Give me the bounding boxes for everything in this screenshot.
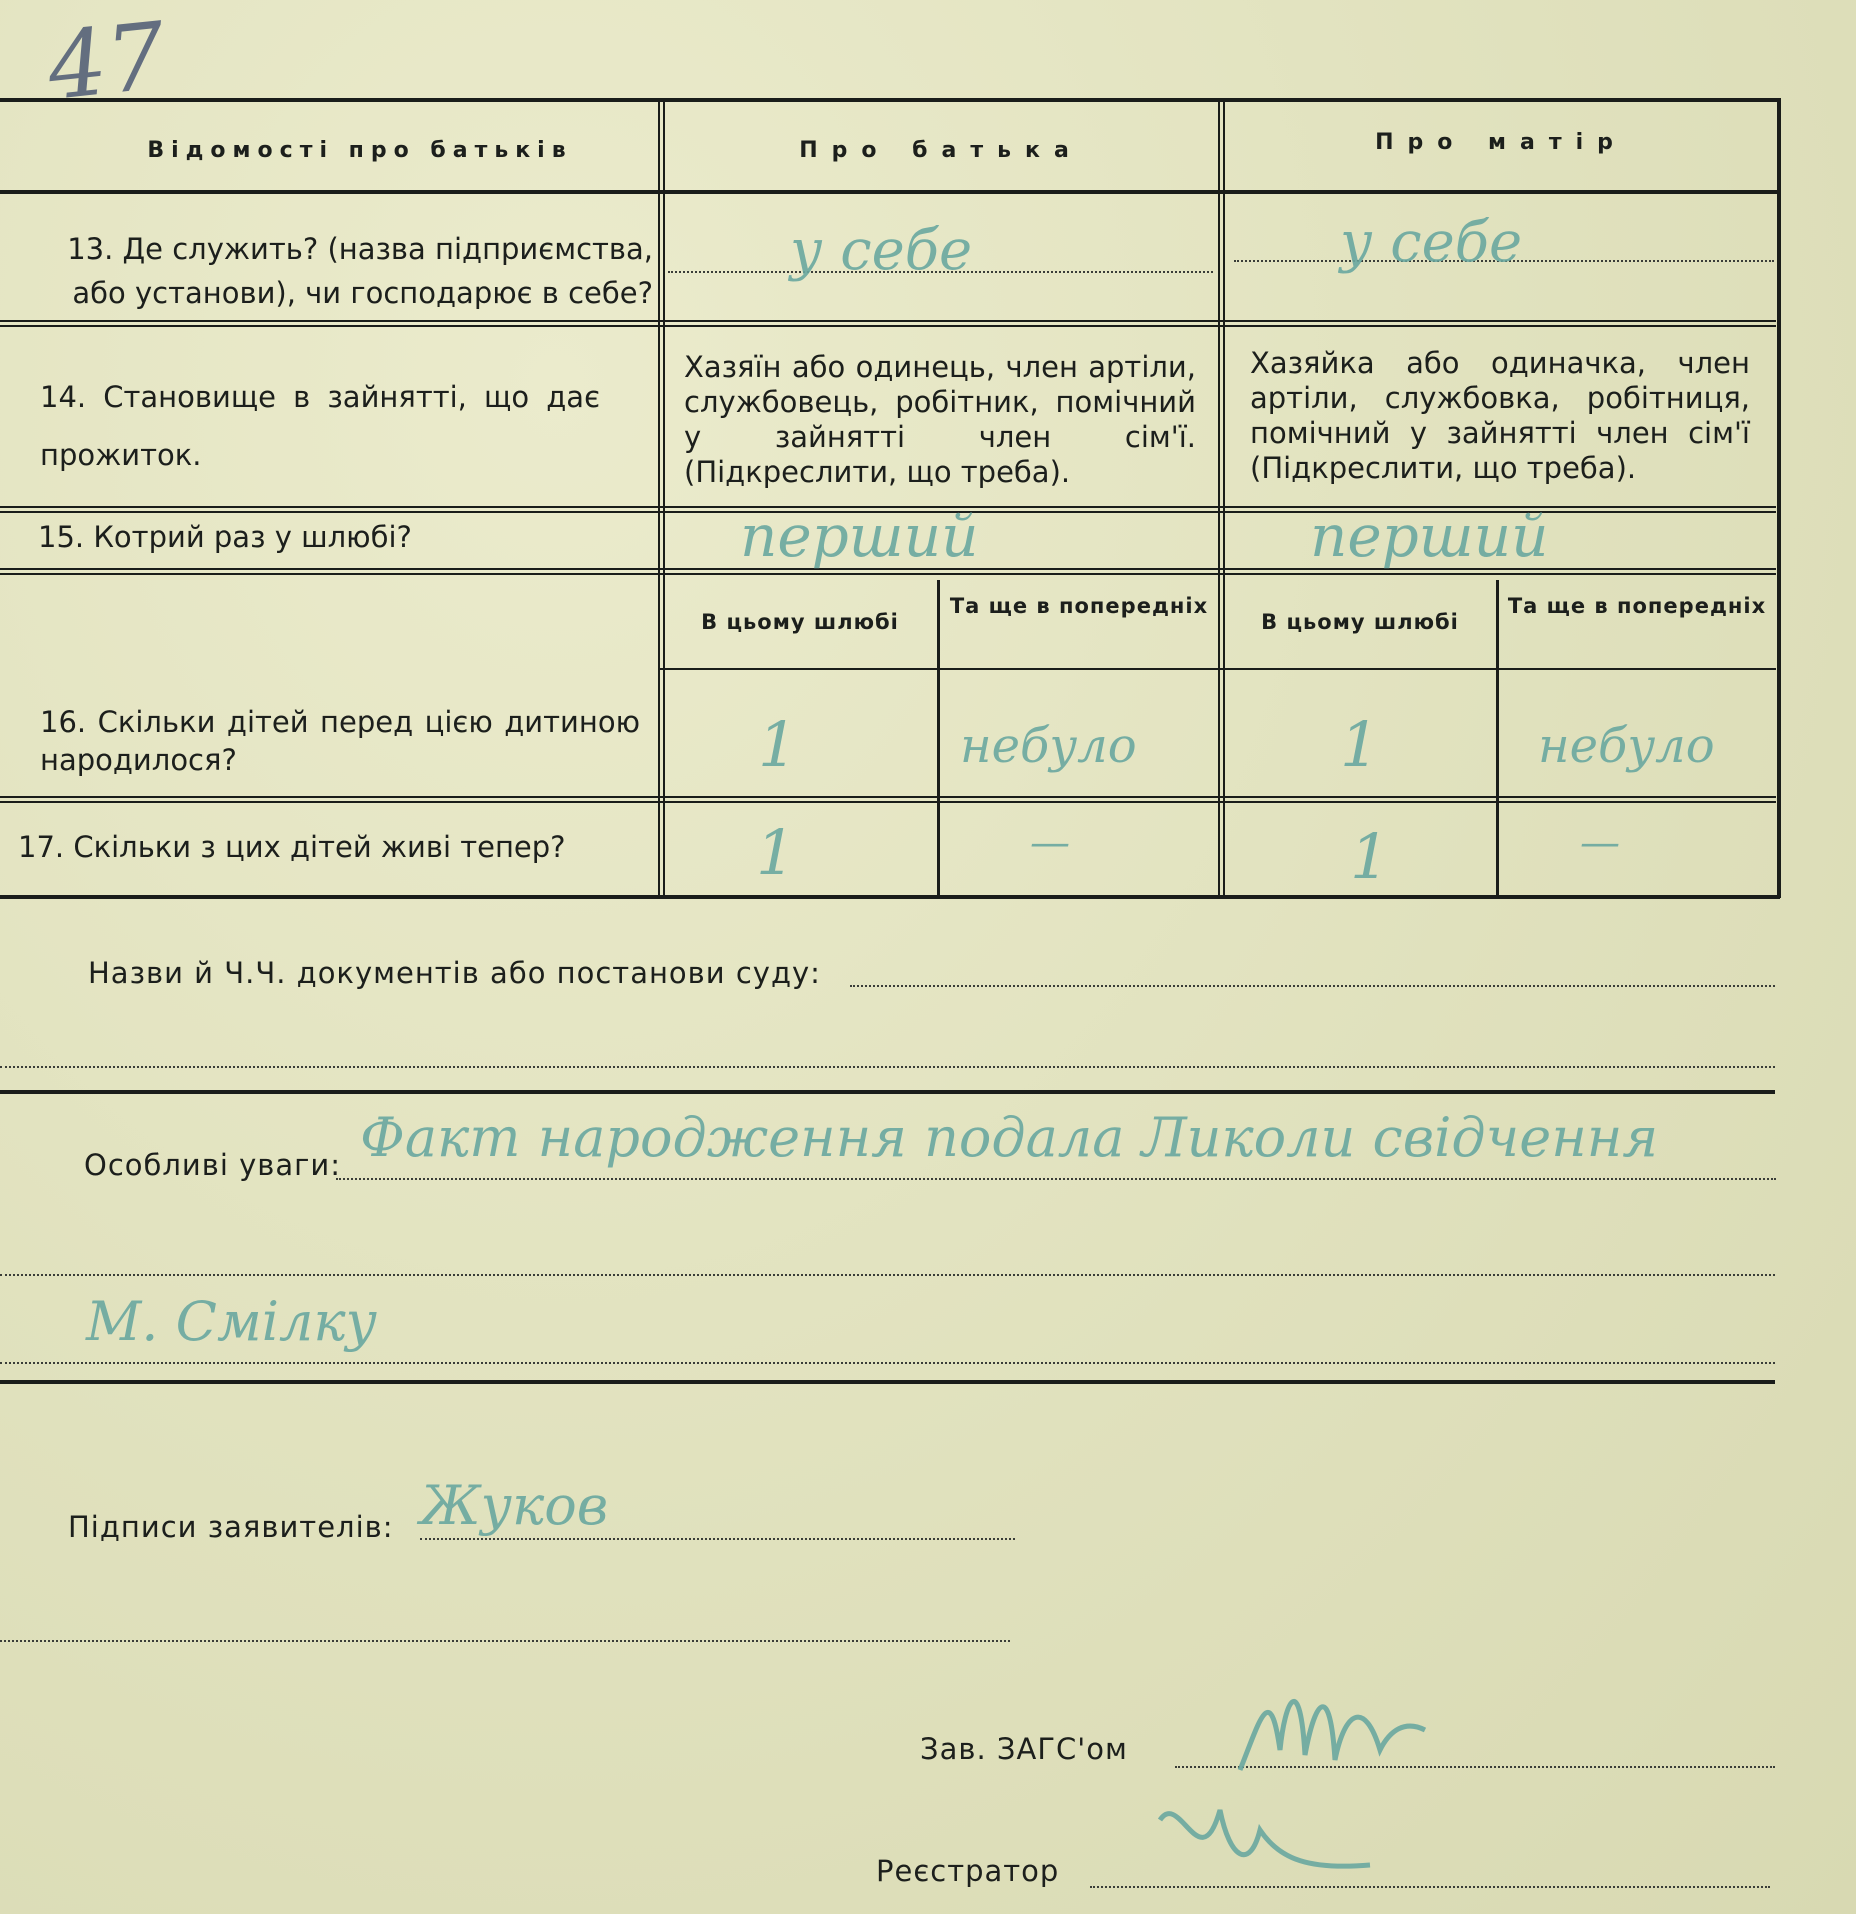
header-about-parents: Відомості про батьків (147, 138, 573, 163)
mother-marriage-count: перший (1310, 502, 1549, 570)
father-marriage-count: перший (740, 502, 979, 570)
subheader-mother-previous: Та ще в попередніх (1507, 594, 1767, 618)
question-14: 14. Становище в зайнятті, що дає прожиток. (40, 380, 600, 472)
father-children-alive: 1 (756, 816, 796, 889)
mother-workplace: у себе (1340, 210, 1523, 275)
registrar-signature (1140, 1780, 1380, 1900)
subheader-father-previous: Та ще в попередніх (949, 594, 1209, 618)
question-16: 16. Скільки дітей перед цією дитиною народилося? (40, 705, 640, 777)
subheader-father-this-marriage: В цьому шлюбі (701, 610, 899, 634)
subheader-mother-this-marriage: В цьому шлюбі (1261, 610, 1459, 634)
documents-label: Назви й Ч.Ч. документів або постанови суду: (88, 956, 821, 990)
applicant-signature: Жуков (420, 1474, 609, 1537)
zags-head-signature (1230, 1660, 1430, 1790)
applicants-signatures-label: Підписи заявителів: (68, 1510, 394, 1544)
mother-children-alive-previous: — (1580, 820, 1620, 866)
registrar-label: Реєстратор (876, 1854, 1060, 1888)
page-number: 47 (42, 2, 171, 121)
documents-field (850, 985, 1775, 987)
father-children-previous: небуло (960, 718, 1137, 774)
question-17: 17. Скільки з цих дітей живі тепер? (18, 830, 566, 864)
zags-head-label: Зав. ЗАГС'ом (920, 1732, 1128, 1766)
mother-occupation-options: Хазяйка або одиначка, член артіли, службовка, робітниця, помічний у зайнятті член сім'ї (Підкреслити, що треба). (1250, 346, 1750, 485)
parents-info-table (0, 98, 1780, 900)
father-children-this-marriage: 1 (758, 708, 798, 781)
father-workplace: у себе (790, 218, 973, 283)
special-notes-label: Особливі уваги: (84, 1148, 342, 1182)
special-notes-line1: Факт народження подала Ликоли свідчення (360, 1106, 1659, 1169)
mother-children-previous: небуло (1538, 718, 1715, 774)
question-15: 15. Котрий раз у шлюбі? (38, 520, 412, 554)
father-children-alive-previous: — (1030, 820, 1070, 866)
mother-children-this-marriage: 1 (1340, 708, 1380, 781)
father-occupation-options: Хазяїн або одинець, член артіли, службовець, робітник, помічний у зайнятті член сім'ї. (Підкреслити, що треба). (684, 350, 1196, 489)
question-13: 13. Де служить? (назва підприємства, або установи), чи господарює в себе? (67, 232, 653, 310)
header-about-father: Про батька (799, 138, 1083, 163)
special-notes-line2: М. Смілку (86, 1290, 377, 1353)
header-about-mother: Про матір (1375, 130, 1627, 155)
applicants-signature-line (420, 1538, 1015, 1540)
mother-children-alive: 1 (1350, 820, 1390, 893)
